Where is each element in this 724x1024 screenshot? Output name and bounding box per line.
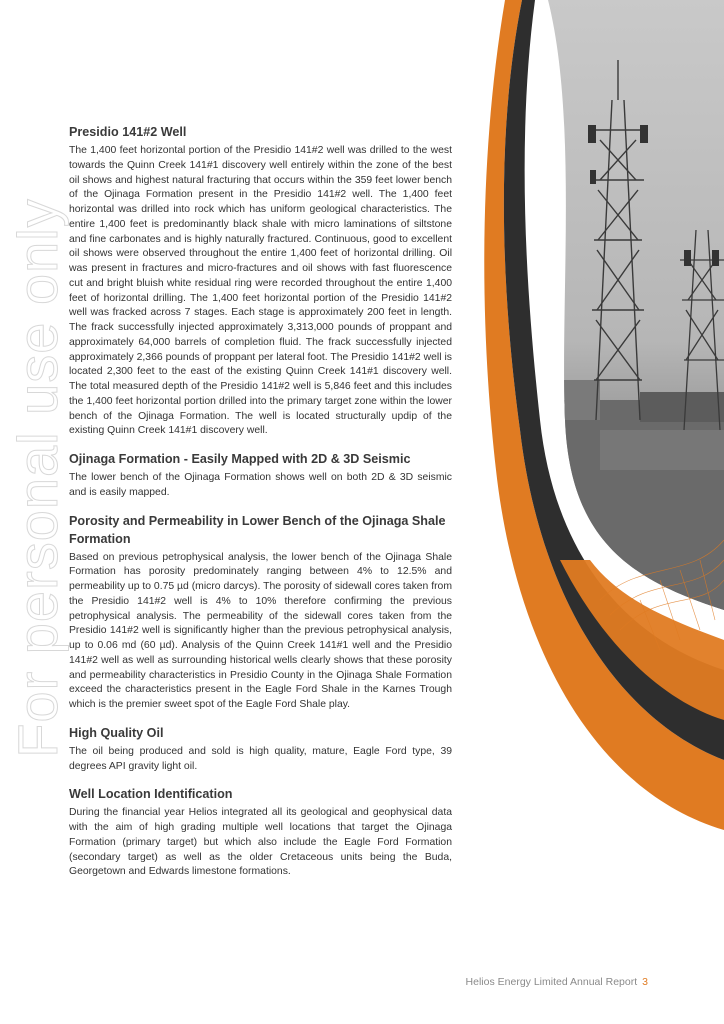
section-heading-porosity: Porosity and Permeability in Lower Bench of the Ojinaga Shale Formation xyxy=(69,513,446,546)
footer-report-title: Helios Energy Limited Annual Report xyxy=(465,976,638,988)
article-body xyxy=(69,123,452,880)
section-heading-ojinaga-seismic: Ojinaga Formation - Easily Mapped with 2D & 3D Seismic xyxy=(69,452,411,466)
page-number: 3 xyxy=(642,976,648,988)
section-body-ojinaga-seismic: The lower bench of the Ojinaga Formation shows well on both 2D & 3D seismic and is easily mapped. xyxy=(69,472,452,498)
section-body-oil-quality: The oil being produced and sold is high quality, mature, Eagle Ford type, 39 degrees API gravity light oil. xyxy=(69,745,452,772)
section-heading-presidio: Presidio 141#2 Well xyxy=(69,125,187,139)
section-body-porosity: Based on previous petrophysical analysis, the lower bench of the Ojinaga Shale Formation has porosity predominately ranging between 4% to 12.5% and permeability up to 0.75 µd (micro darcys). The porosity of sidewall cores taken from the Presidio 141#2 well is 4% to 10% therefore confirming the previous petrophysical analysis. The permeability of the sidewall cores taken from the Presidio 141#2 well is significantly higher than the previous petrophysical analysis, up to 0.06 md (60 µd). Analysis of the Quinn Creek 141#1 well and the Presidio 141#2 well as well as surrounding historical wells clearly shows that these porosity and permeability characteristics in Presidio County in the Ojinaga Shale Formation exceed the characteristics present in the Eagle Ford Shale in the Karnes Trough which is the premier sweet spot of the Eagle Ford Shale play. xyxy=(69,551,452,710)
section-heading-well-location: Well Location Identification xyxy=(69,787,233,802)
section-body-presidio: The 1,400 feet horizontal portion of the Presidio 141#2 well was drilled to the west towards the Quinn Creek 141#1 discovery well entirely within the zone of the best oil shows and highest natural fracturing that occurs within the 359 feet lower bench of the Ojinaga Formation present in the Presidio 141#2 well. The 1,400 feet horizontal was drilled into rock which has uniform geological characteristics. The entire 1,400 feet is predominantly black shale with micro laminations of siltstone and fine carbonates and is highly naturally fractured. Continuous, good to excellent oil shows were observed throughout the entire 1,400 feet of horizontal drilling. Oil was present in fractures and micro-fractures and oil shows with fast fluorescence cut and bright bluish white residual ring were recorded throughout the entire 1,400 feet of horizontal drilling. The 1,400 feet horizontal portion of the Presidio 141#2 well was fracked across 7 stages. Each stage is approximately 200 feet in length. The frack successfully injected approximately 3,313,000 pounds of proppant and approximately 64,000 barrels of completion fluid. The frack successfully injected approximately 2,366 pounds of proppant per lateral foot. The Presidio 141#2 well is located 2,300 feet to the east of the existing Quinn Creek 141#1 discovery well. The total measured depth of the Presidio 141#2 well is 5,846 feet and this includes the 1,400 feet horizontal portion drilled into the primary target zone within the lower bench of the Ojinaga Formation. The well is located structurally updip of the existing Quinn Creek 141#1 discovery well. xyxy=(69,145,452,437)
page-footer xyxy=(466,976,648,988)
tower-photo xyxy=(540,0,724,620)
section-body-well-location: During the financial year Helios integrated all its geological and geophysical data with the aim of high grading multiple well locations that target the Ojinaga Formation (primary target) but which also include the Eagle Ford Formation (secondary target) as well as the older Cretaceous units being the Buda, Georgetown and Edwards limestone formations. xyxy=(69,807,452,878)
section-heading-oil-quality: High Quality Oil xyxy=(69,725,164,740)
watermark-text: For personal use only xyxy=(6,198,69,758)
